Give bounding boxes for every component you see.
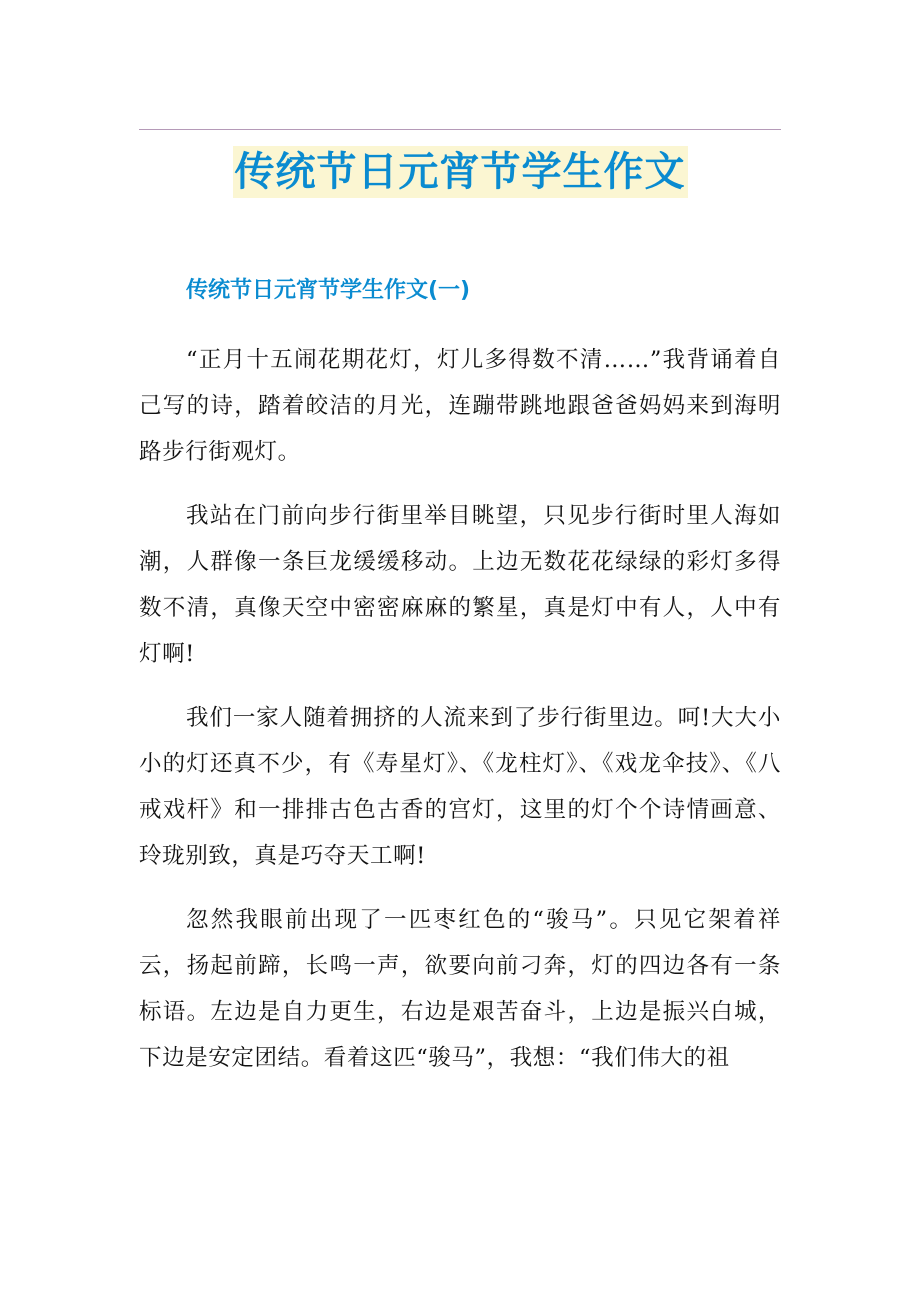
header-rule [139,129,781,130]
paragraph-1: “正月十五闹花期花灯，灯儿多得数不清……”我背诵着自己写的诗，踏着皎洁的月光，连蹦带跳地跟爸爸妈妈来到海明路步行街观灯。 [139,347,781,465]
paragraph-3: 我们一家人随着拥挤的人流来到了步行街里边。呵!大大小小的灯还真不少，有《寿星灯》、《龙柱灯》、《戏龙伞技》、《八戒戏杆》和一排排古色古香的宫灯，这里的灯个个诗情画意、玲珑别致，真是巧夺天工啊! [139,705,781,869]
document-title: 传统节日元宵节学生作文 [233,146,688,198]
title-container [0,146,920,198]
paragraph-4: 忽然我眼前出现了一匹枣红色的“骏马”。只见它架着祥云，扬起前蹄，长鸣一声，欲要向前刁奔，灯的四边各有一条标语。左边是自力更生，右边是艰苦奋斗，上边是振兴白城，下边是安定团结。看着这匹“骏马”，我想：“我们伟大的祖 [139,907,781,1071]
paragraph-2: 我站在门前向步行街里举目眺望，只见步行街时里人海如潮，人群像一条巨龙缓缓移动。上边无数花花绿绿的彩灯多得数不清，真像天空中密密麻麻的繁星，真是灯中有人，人中有灯啊! [139,503,781,667]
section-heading: 传统节日元宵节学生作文(一) [186,278,471,303]
article-body [139,337,781,1099]
